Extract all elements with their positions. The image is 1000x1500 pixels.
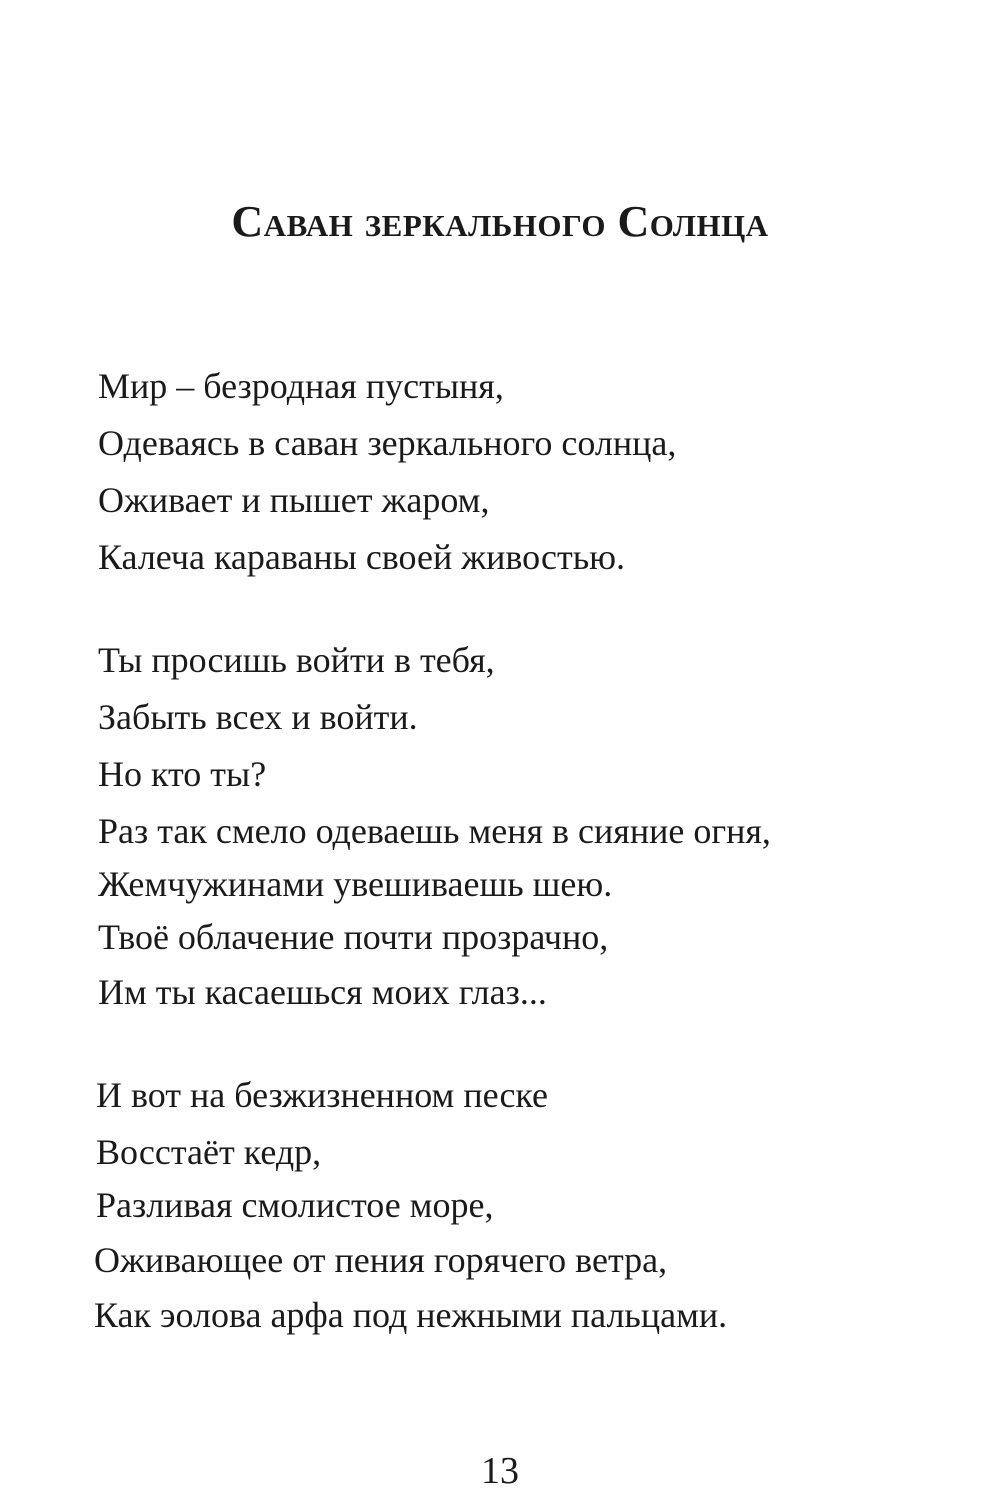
poem-line: Но кто ты? [98, 754, 267, 794]
poem-title: Саван зеркального Солнца [231, 197, 769, 246]
page-number: 13 [481, 1450, 519, 1492]
poem-line: Оживающее от пения горячего ветра, [94, 1240, 668, 1280]
poem-line: Разливая смолистое море, [96, 1185, 494, 1225]
poem-line: Оживает и пышет жаром, [98, 480, 490, 520]
poem-line: И вот на безжизненном песке [96, 1075, 549, 1115]
poem-line: Забыть всех и войти. [98, 697, 418, 737]
poem-line: Мир – безродная пустыня, [98, 366, 504, 406]
poem-line: Жемчужинами увешиваешь шею. [98, 864, 613, 904]
poem-line: Раз так смело одеваешь меня в сияние огня, [98, 811, 771, 851]
poem-line: Твоё облачение почти прозрачно, [98, 917, 609, 957]
poem-line: Как эолова арфа под нежными пальцами. [94, 1295, 728, 1335]
poem-line: Ты просишь войти в тебя, [98, 640, 495, 680]
poem-line: Восстаёт кедр, [96, 1132, 322, 1172]
poem-line: Одеваясь в саван зеркального солнца, [98, 423, 677, 463]
poem-line: Калеча караваны своей живостью. [98, 537, 626, 577]
poem-line: Им ты касаешься моих глаз... [98, 972, 547, 1012]
